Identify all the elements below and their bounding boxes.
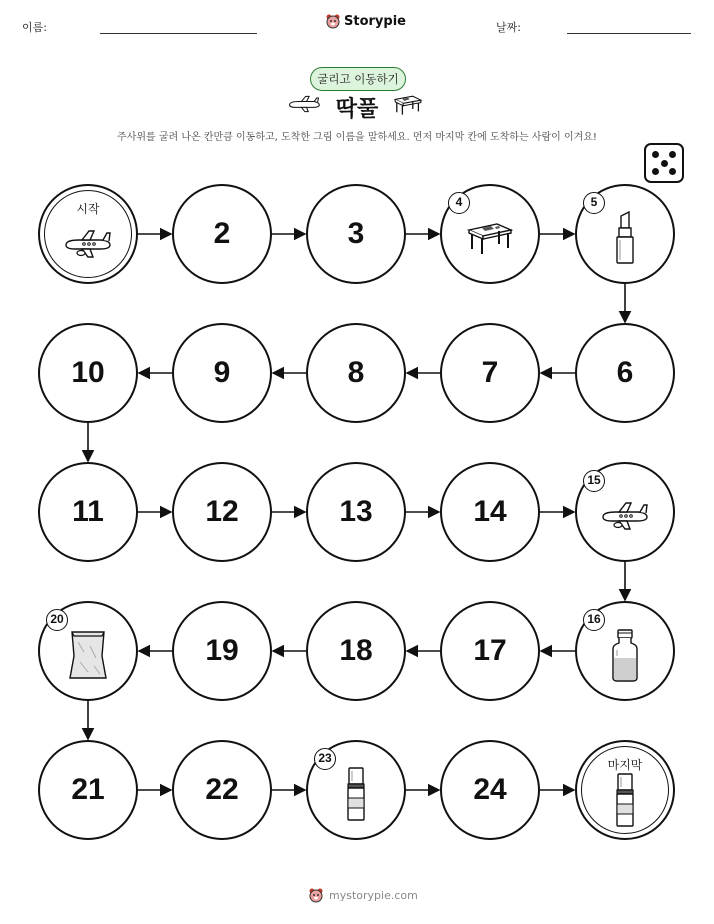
board-cell-13[interactable] [306, 462, 406, 562]
board-cell-8[interactable] [306, 323, 406, 423]
glue-stick-icon [345, 766, 367, 826]
name-label: 이름: [22, 21, 47, 34]
cell-number: 9 [213, 356, 231, 389]
cell-number: 2 [213, 217, 231, 250]
board-cell-18[interactable] [306, 601, 406, 701]
finish-label: 마지막 [607, 758, 643, 772]
board-cell-6[interactable] [575, 323, 675, 423]
cell-number-badge: 4 [448, 192, 470, 214]
brand-name: Storypie [344, 13, 406, 29]
board-cell-15[interactable] [575, 462, 675, 562]
cell-number: 3 [347, 217, 365, 250]
board-cell-16[interactable] [575, 601, 675, 701]
cell-number: 8 [347, 356, 365, 389]
footer-url[interactable]: mystorypie.com [329, 888, 418, 902]
instruction-text: 주사위를 굴려 나온 칸만큼 이동하고, 도착한 그림 이름을 말하세요. 먼저 마지막 칸에 도착하는 사람이 이겨요! [117, 132, 597, 143]
footer [308, 887, 418, 903]
bottle-icon [610, 628, 640, 686]
airplane-icon [62, 228, 114, 264]
finish-cell[interactable] [575, 740, 675, 840]
glue-stick-icon [614, 772, 636, 832]
cell-number: 19 [205, 634, 239, 667]
game-tag: 굴리고 이동하기 [310, 67, 406, 91]
cell-number: 18 [339, 634, 373, 667]
cell-number: 7 [481, 356, 499, 389]
board-cell-12[interactable] [172, 462, 272, 562]
start-label: 시작 [76, 202, 100, 216]
plastic-bag-icon [66, 628, 110, 686]
board-cell-19[interactable] [172, 601, 272, 701]
cell-number: 17 [473, 634, 507, 667]
start-cell[interactable] [38, 184, 138, 284]
cell-number: 21 [71, 773, 105, 806]
cell-number: 11 [72, 495, 104, 528]
cell-number: 10 [71, 356, 105, 389]
table-icon [465, 221, 515, 259]
board-cell-17[interactable] [440, 601, 540, 701]
board-cell-21[interactable] [38, 740, 138, 840]
cell-number-badge: 20 [46, 609, 68, 631]
board-cell-2[interactable] [172, 184, 272, 284]
board-cell-7[interactable] [440, 323, 540, 423]
board-cell-20[interactable] [38, 601, 138, 701]
board-cell-14[interactable] [440, 462, 540, 562]
page-title: 딱풀 [335, 97, 379, 122]
cell-number: 12 [205, 495, 239, 528]
bear-icon [308, 887, 324, 903]
airplane-icon [599, 500, 651, 536]
board-cell-11[interactable] [38, 462, 138, 562]
date-label: 날짜: [496, 21, 521, 34]
lipstick-icon [614, 211, 636, 269]
cell-number: 22 [205, 773, 239, 806]
cell-number-badge: 5 [583, 192, 605, 214]
board-cell-23[interactable] [306, 740, 406, 840]
board-cell-22[interactable] [172, 740, 272, 840]
cell-number: 14 [473, 495, 507, 528]
cell-number: 6 [616, 356, 634, 389]
cell-number: 24 [473, 773, 507, 806]
board-cell-5[interactable] [575, 184, 675, 284]
cell-number-badge: 23 [314, 748, 336, 770]
board-cell-10[interactable] [38, 323, 138, 423]
cell-number: 13 [339, 495, 373, 528]
board-cell-24[interactable] [440, 740, 540, 840]
board-cell-4[interactable] [440, 184, 540, 284]
cell-number-badge: 16 [583, 609, 605, 631]
board-cell-3[interactable] [306, 184, 406, 284]
board-cell-9[interactable] [172, 323, 272, 423]
cell-number-badge: 15 [583, 470, 605, 492]
